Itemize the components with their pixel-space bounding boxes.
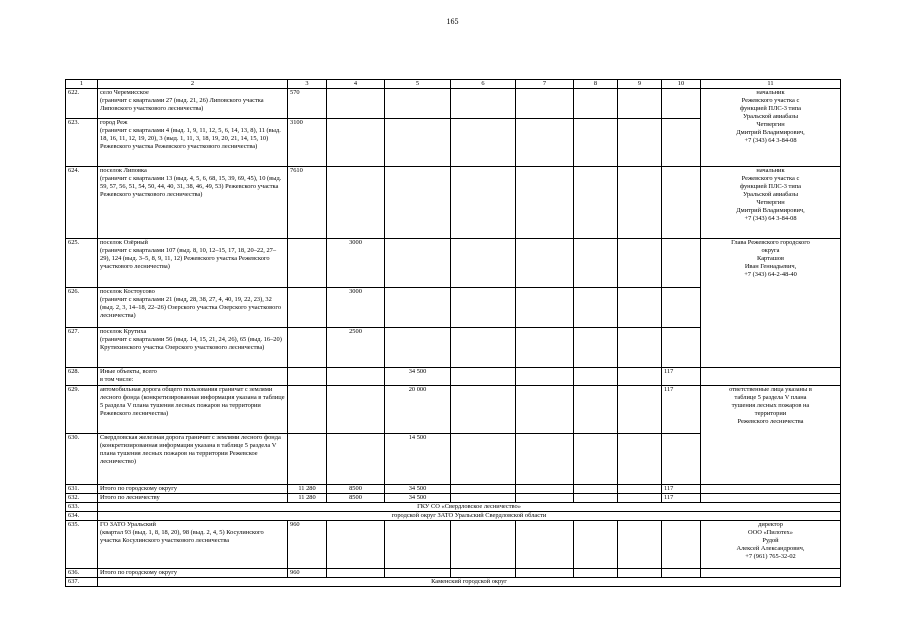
responsible-line: Дмитрий Владимирович, bbox=[736, 129, 805, 136]
responsible-line: тушения лесных пожаров на bbox=[731, 402, 810, 409]
object-name: Итого по городскому округу bbox=[98, 485, 288, 494]
row-number: 624. bbox=[66, 167, 98, 239]
header-cell: 11 bbox=[701, 80, 841, 89]
object-name: город Реж bbox=[100, 119, 128, 126]
table-row bbox=[66, 512, 841, 521]
value-col10: 117 bbox=[662, 368, 701, 386]
header-row bbox=[66, 80, 841, 89]
value-col4: 3000 bbox=[327, 288, 385, 328]
table-row bbox=[66, 239, 841, 288]
object-name: ГО ЗАТО Уральский bbox=[100, 521, 156, 528]
table-row bbox=[66, 521, 841, 569]
responsible-line: Глава Режевского городского bbox=[731, 239, 810, 246]
value-col3: 570 bbox=[288, 89, 327, 119]
row-number: 632. bbox=[66, 494, 98, 503]
row-number: 622. bbox=[66, 89, 98, 119]
responsible-line: Четвергин bbox=[756, 199, 785, 206]
responsible-line: округа bbox=[761, 247, 780, 254]
object-name: поселок Крутиха bbox=[100, 328, 147, 335]
value-col4: 8500 bbox=[327, 485, 385, 494]
object-cell bbox=[98, 89, 288, 119]
value-col3: 7610 bbox=[288, 167, 327, 239]
object-name: Иные объекты, всего bbox=[100, 368, 157, 375]
responsible-line: таблице 5 раздела V плана bbox=[734, 394, 807, 401]
object-name: село Черемисское bbox=[100, 89, 149, 96]
object-description: Свердловская железная дорога граничит с землями лесного фонда (конкретизированная информация указана в таблице 5 раздела V плана тушения лесных пожаров на территории Режевское лесничество) bbox=[98, 434, 288, 485]
row-number: 625. bbox=[66, 239, 98, 288]
row-number: 635. bbox=[66, 521, 98, 569]
responsible-line: Режевского участка с bbox=[741, 97, 800, 104]
value-col4: 2500 bbox=[327, 328, 385, 368]
row-number: 630. bbox=[66, 434, 98, 485]
responsible-cell bbox=[701, 386, 841, 485]
object-cell bbox=[98, 288, 288, 328]
object-description: (граничит с кварталами 56 (выд. 14, 15, 21, 24, 26), 65 (выд. 16–20) Крутихинского участка Озерского участкового лесничества) bbox=[100, 336, 282, 351]
table-row bbox=[66, 578, 841, 587]
header-cell: 9 bbox=[618, 80, 662, 89]
responsible-line: функцией ПЛС-3 типа bbox=[740, 183, 801, 190]
header-cell: 4 bbox=[327, 80, 385, 89]
responsible-cell bbox=[701, 167, 841, 239]
row-number: 633. bbox=[66, 503, 98, 512]
object-description: (граничит с кварталами 27 (выд. 21, 26) Липовского участка Липовского участкового лесничества) bbox=[100, 97, 264, 112]
value-col5: 34 500 bbox=[385, 494, 451, 503]
object-description: автомобильная дорога общего пользования граничат с землями лесного фонда (конкретизированная информация указана в таблице 5 раздела V плана тушения лесных пожаров на территории Режевского лесничества) bbox=[98, 386, 288, 434]
object-name: Итого по городскому округу bbox=[98, 569, 288, 578]
responsible-cell bbox=[701, 89, 841, 167]
fire-plan-table bbox=[65, 79, 841, 587]
object-name: Итого по лесничеству bbox=[98, 494, 288, 503]
responsible-line: +7 (343) 64 3-84-08 bbox=[744, 215, 797, 222]
row-number: 627. bbox=[66, 328, 98, 368]
table-row bbox=[66, 89, 841, 119]
responsible-line: ООО «Пилотех» bbox=[748, 529, 793, 536]
object-description: (граничит с кварталами 21 (выд, 28, 38, 27, 4, 40, 19, 22, 23), 32 (выд. 2, 3, 14–18, 22–26) Озерского участка Озерского участкового лесничества) bbox=[100, 296, 282, 319]
header-cell: 10 bbox=[662, 80, 701, 89]
responsible-line: Карташов bbox=[757, 255, 784, 262]
page-number: 165 bbox=[446, 17, 459, 26]
table-row bbox=[66, 503, 841, 512]
object-description: (граничит с кварталами 4 (выд. 1, 9, 11, 12, 5, 6, 14, 13, 8), 11 (выд. 18, 16, 11, 12, 19, 20), 3 (выд. 1, 11, 3, 18, 19, 20, 21, 14, 15, 10) Режевского участка Режевского участкового лесничества) bbox=[100, 127, 281, 150]
header-cell: 1 bbox=[66, 80, 98, 89]
responsible-line: ответственные лица указаны в bbox=[729, 386, 812, 393]
row-number: 628. bbox=[66, 368, 98, 386]
object-name: поселок Озёрный bbox=[100, 239, 148, 246]
header-cell: 8 bbox=[574, 80, 618, 89]
value-col3: 960 bbox=[288, 569, 327, 578]
responsible-line: Четвергин bbox=[756, 121, 785, 128]
value-col5: 34 500 bbox=[385, 485, 451, 494]
table-row bbox=[66, 485, 841, 494]
value-col5: 14 500 bbox=[385, 434, 451, 485]
responsible-line: начальник bbox=[756, 167, 785, 174]
row-number: 629. bbox=[66, 386, 98, 434]
row-number: 626. bbox=[66, 288, 98, 328]
object-cell bbox=[98, 328, 288, 368]
responsible-line: Рудой bbox=[762, 537, 779, 544]
value-col5: 20 000 bbox=[385, 386, 451, 434]
table-row bbox=[66, 167, 841, 239]
responsible-line: Дмитрий Владимирович, bbox=[736, 207, 805, 214]
responsible-cell bbox=[701, 521, 841, 569]
row-number: 637. bbox=[66, 578, 98, 587]
object-cell bbox=[98, 368, 288, 386]
row-number: 636. bbox=[66, 569, 98, 578]
object-description: (граничит с кварталами 13 (выд. 4, 5, 6, 68, 15, 39, 69, 45), 10 (выд. 59, 57, 56, 51, 54, 50, 44, 40, 31, 38, 46, 49, 53) Режевского участка Режевского участкового лесничества) bbox=[100, 175, 282, 198]
value-col5: 34 500 bbox=[385, 368, 451, 386]
responsible-line: Уральской авиабазы bbox=[743, 113, 798, 120]
header-cell: 2 bbox=[98, 80, 288, 89]
value-col3: 3100 bbox=[288, 119, 327, 167]
object-description: (квартал 93 (выд. 1, 8, 18, 20), 98 (выд. 2, 4, 5) Косулинского участка Косулинского участкового лесничества bbox=[100, 529, 264, 544]
responsible-line: начальник bbox=[756, 89, 785, 96]
header-cell: 7 bbox=[516, 80, 574, 89]
header-cell: 3 bbox=[288, 80, 327, 89]
value-col10: 117 bbox=[662, 485, 701, 494]
responsible-line: Иван Геннадьевич, bbox=[744, 263, 797, 270]
section-heading: Каменский городской округ bbox=[98, 578, 841, 587]
responsible-line: директор bbox=[758, 521, 783, 528]
object-name: поселок Костоусово bbox=[100, 288, 155, 295]
value-col10: 117 bbox=[662, 494, 701, 503]
value-col4: 8500 bbox=[327, 494, 385, 503]
table-row bbox=[66, 386, 841, 434]
responsible-line: территории bbox=[754, 410, 787, 417]
row-number: 623. bbox=[66, 119, 98, 167]
value-col3: 960 bbox=[288, 521, 327, 569]
responsible-line: Уральской авиабазы bbox=[743, 191, 798, 198]
header-cell: 6 bbox=[451, 80, 516, 89]
value-col3: 11 280 bbox=[288, 494, 327, 503]
object-name: поселок Липовка bbox=[100, 167, 147, 174]
object-cell bbox=[98, 167, 288, 239]
object-cell bbox=[98, 521, 288, 569]
row-number: 634. bbox=[66, 512, 98, 521]
value-col10: 117 bbox=[662, 386, 701, 434]
table-row bbox=[66, 494, 841, 503]
responsible-line: +7 (343) 64-2-48-40 bbox=[744, 271, 797, 278]
object-cell bbox=[98, 239, 288, 288]
value-col3: 11 280 bbox=[288, 485, 327, 494]
value-col4: 3000 bbox=[327, 239, 385, 288]
header-cell: 5 bbox=[385, 80, 451, 89]
responsible-cell bbox=[701, 239, 841, 368]
responsible-line: +7 (961) 765-32-02 bbox=[745, 553, 796, 560]
table-row bbox=[66, 368, 841, 386]
responsible-line: Режевского лесничества bbox=[737, 418, 804, 425]
section-heading: ГКУ СО «Свердловское лесничество» bbox=[98, 503, 841, 512]
object-description: (граничит с кварталами 107 (выд. 8, 10, 12–15, 17, 18, 20–22, 27–29), 124 (выд. 3–5, 8, 9, 11, 12) Режевского участка Режевского участкового лесничества) bbox=[100, 247, 277, 270]
responsible-line: функцией ПЛС-3 типа bbox=[740, 105, 801, 112]
row-number: 631. bbox=[66, 485, 98, 494]
responsible-line: Алексей Александрович, bbox=[736, 545, 805, 552]
table-row bbox=[66, 569, 841, 578]
object-description: в том числе: bbox=[100, 376, 134, 383]
responsible-line: Режевского участка с bbox=[741, 175, 800, 182]
responsible-line: +7 (343) 64 3-84-08 bbox=[744, 137, 797, 144]
object-cell bbox=[98, 119, 288, 167]
section-heading: городской округ ЗАТО Уральский Свердловской области bbox=[98, 512, 841, 521]
